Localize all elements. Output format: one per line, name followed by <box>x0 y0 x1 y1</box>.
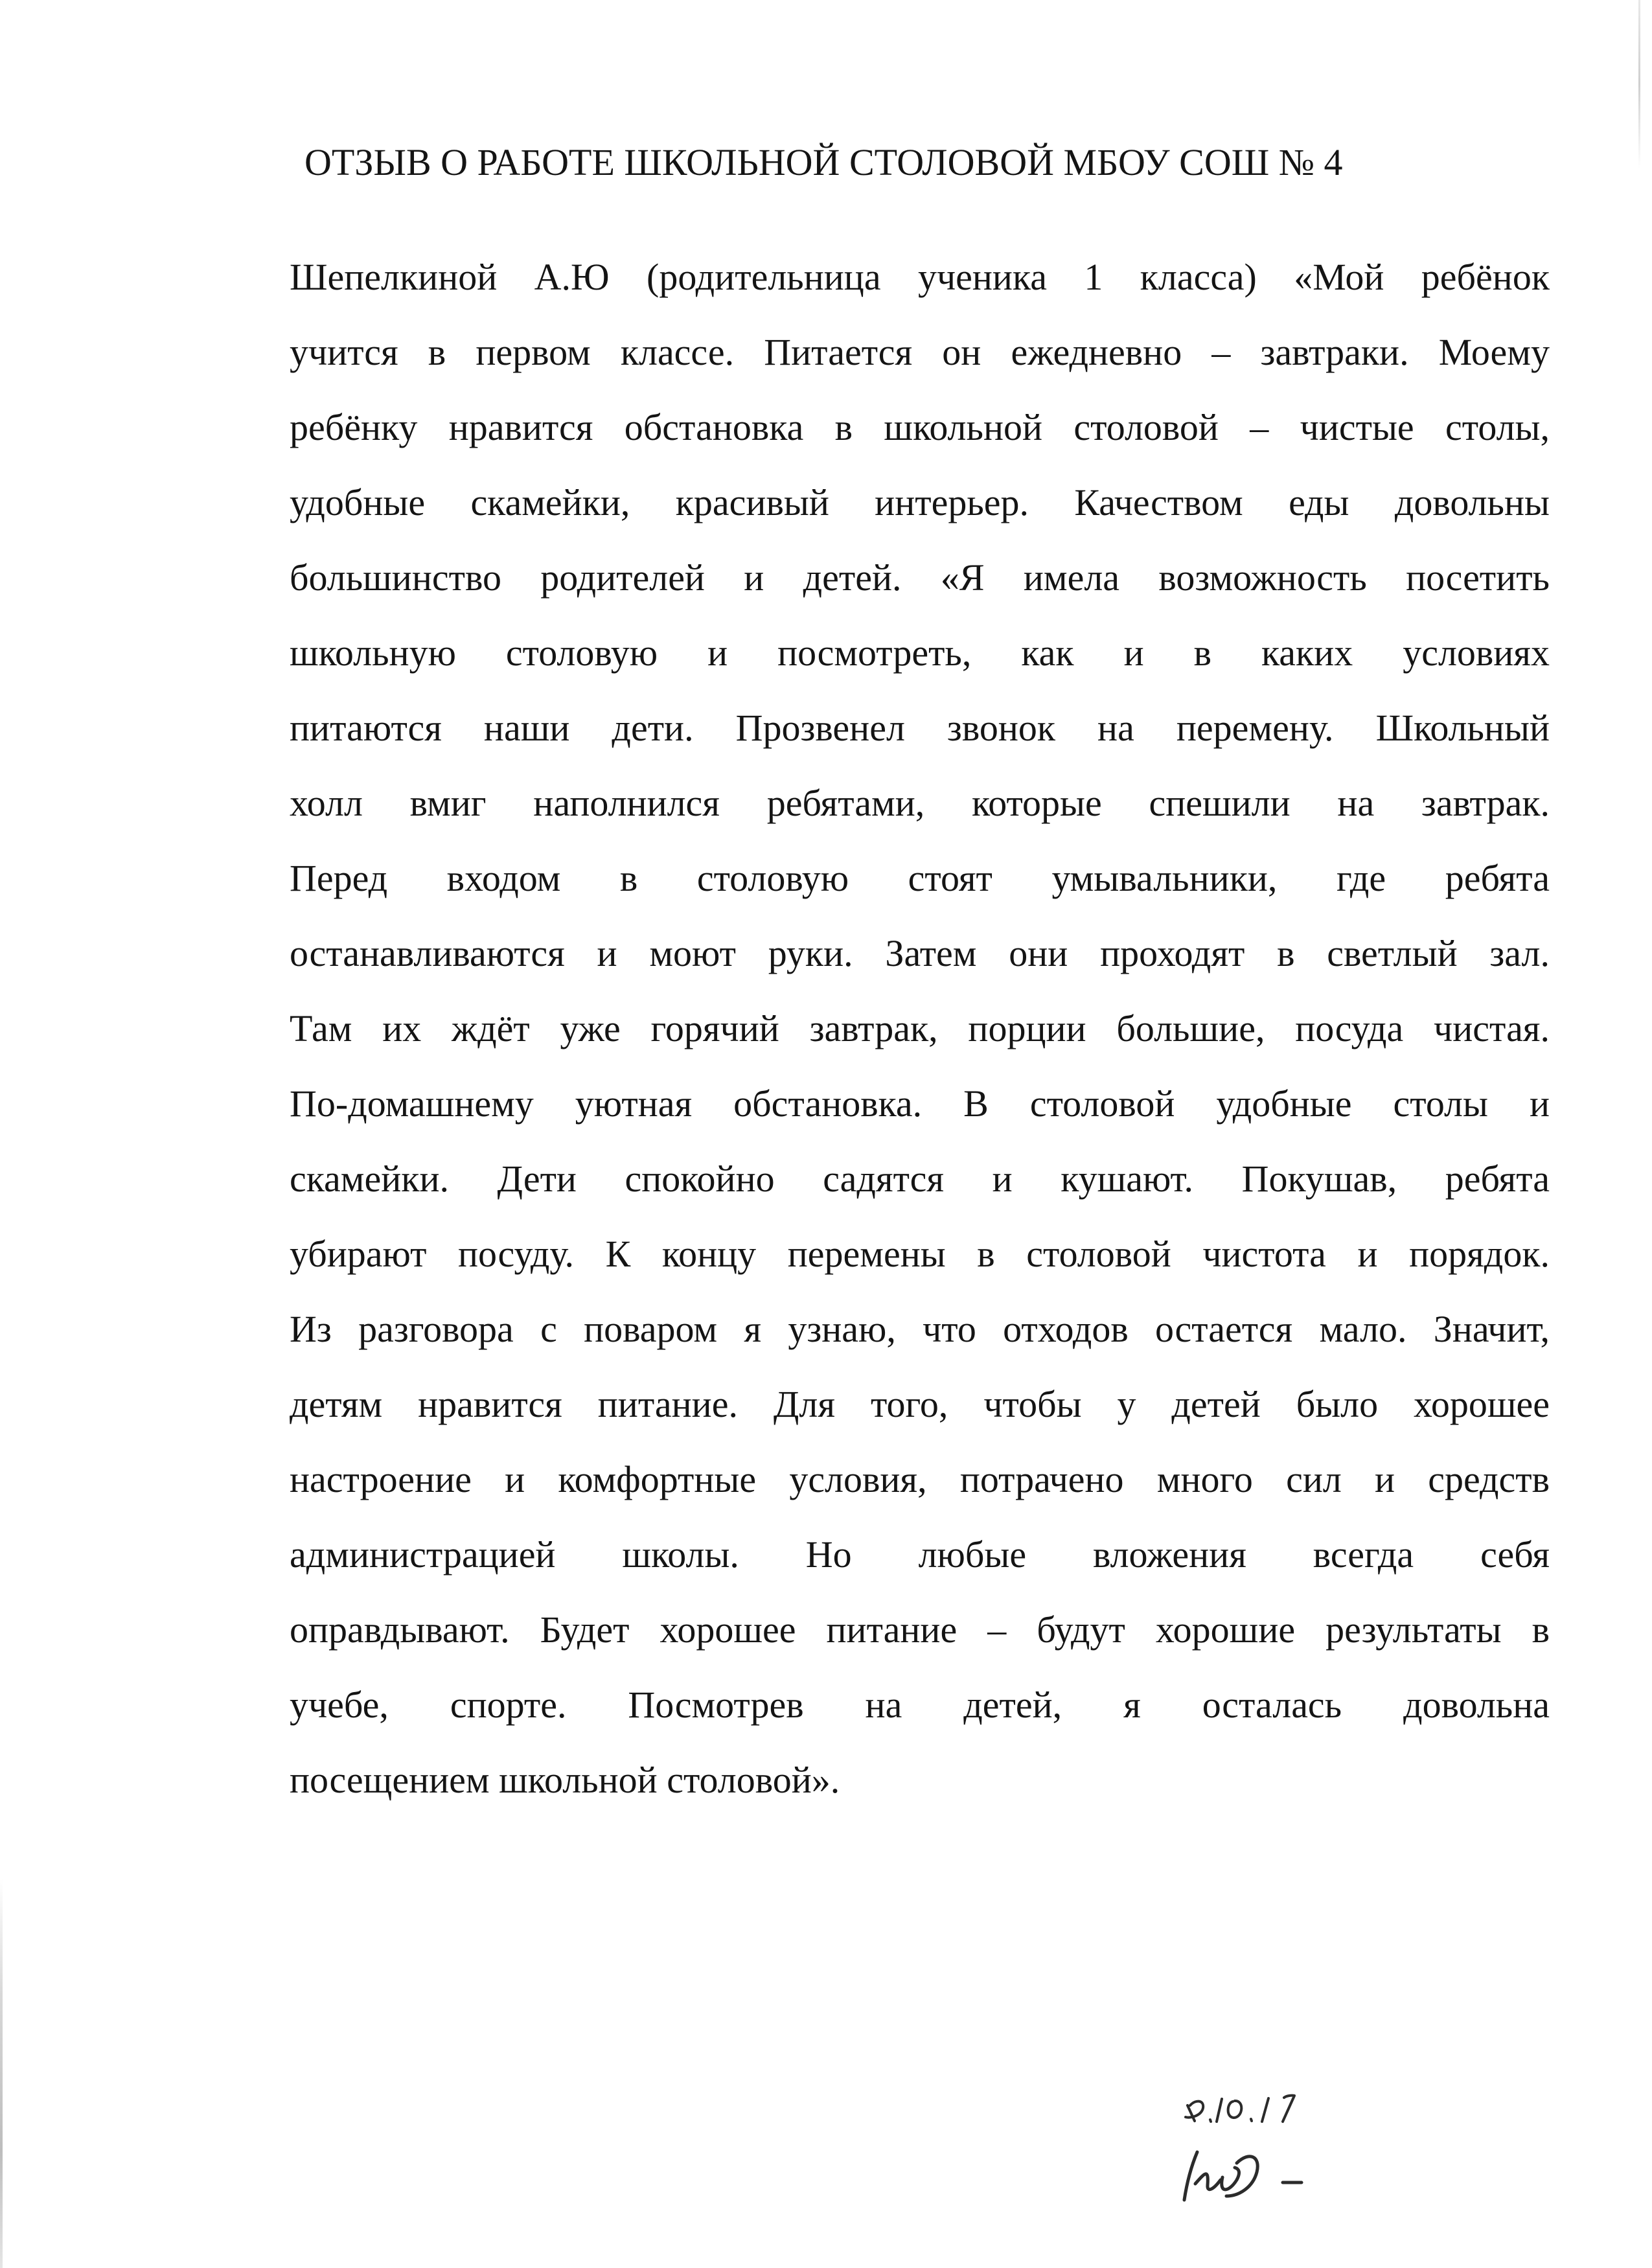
body-line-20: учебе, спорте. Посмотрев на детей, я осталась довольна <box>290 1684 1550 1726</box>
body-line-16: детям нравится питание. Для того, чтобы у детей было хорошее <box>290 1383 1550 1425</box>
handwritten-date-and-signature <box>1173 2086 1386 2216</box>
body-line-2: учится в первом классе. Питается он ежедневно – завтраки. Моему <box>290 331 1550 373</box>
body-line-3: ребёнку нравится обстановка в школьной столовой – чистые столы, <box>290 406 1550 448</box>
body-line-15: Из разговора с поваром я узнаю, что отходов остается мало. Значит, <box>290 1308 1550 1350</box>
document-body <box>290 240 1550 1818</box>
handwritten-date <box>1186 2096 1294 2122</box>
scan-edge-right <box>1638 0 1640 168</box>
body-line-1: Шепелкиной А.Ю (родительница ученика 1 класса) «Мой ребёнок <box>290 256 1550 298</box>
body-line-19: оправдывают. Будет хорошее питание – будут хорошие результаты в <box>290 1609 1550 1651</box>
body-line-10: останавливаются и моют руки. Затем они проходят в светлый зал. <box>290 932 1550 974</box>
body-line-4: удобные скамейки, красивый интерьер. Качеством еды довольны <box>290 481 1550 523</box>
body-line-8: холл вмиг наполнился ребятами, которые спешили на завтрак. <box>290 782 1550 824</box>
handwritten-signature <box>1184 2152 1302 2200</box>
body-line-18: администрацией школы. Но любые вложения всегда себя <box>290 1533 1550 1575</box>
scan-edge-left <box>0 1879 3 2268</box>
body-line-17: настроение и комфортные условия, потрачено много сил и средств <box>290 1458 1550 1500</box>
body-line-5: большинство родителей и детей. «Я имела возможность посетить <box>290 556 1550 599</box>
body-line-12: По-домашнему уютная обстановка. В столовой удобные столы и <box>290 1082 1550 1125</box>
body-line-14: убирают посуду. К концу перемены в столовой чистота и порядок. <box>290 1233 1550 1275</box>
body-line-6: школьную столовую и посмотреть, как и в каких условиях <box>290 632 1550 674</box>
body-line-9: Перед входом в столовую стоят умывальники, где ребята <box>290 857 1550 899</box>
document-title: ОТЗЫВ О РАБОТЕ ШКОЛЬНОЙ СТОЛОВОЙ МБОУ СОШ № 4 <box>304 141 1343 183</box>
body-line-7: питаются наши дети. Прозвенел звонок на перемену. Школьный <box>290 707 1550 749</box>
body-line-11: Там их ждёт уже горячий завтрак, порции большие, посуда чистая. <box>290 1007 1550 1049</box>
body-line-13: скамейки. Дети спокойно садятся и кушают. Покушав, ребята <box>290 1158 1550 1200</box>
body-line-21: посещением школьной столовой». <box>290 1759 840 1801</box>
